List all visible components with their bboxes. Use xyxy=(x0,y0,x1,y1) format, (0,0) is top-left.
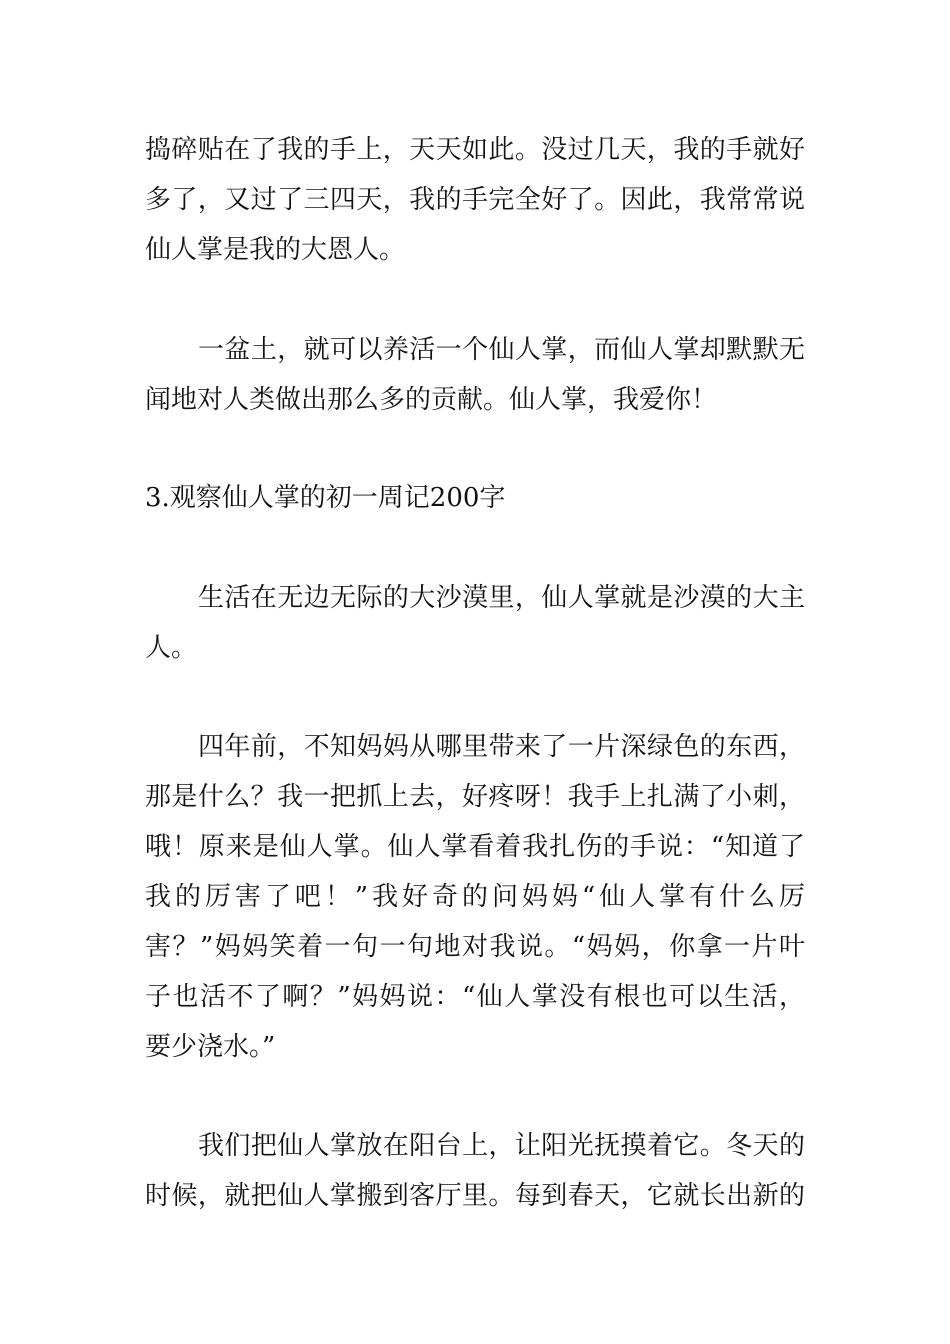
section-heading: 3.观察仙人掌的初一周记200字 xyxy=(145,483,506,513)
paragraph-2-line-2: 闻地对人类做出那么多的贡献。仙人掌，我爱你！ xyxy=(145,385,718,415)
paragraph-2-line-1: 一盆土，就可以养活一个仙人掌，而仙人掌却默默无 xyxy=(198,335,805,365)
paragraph-4-line-1: 四年前，不知妈妈从哪里带来了一片深绿色的东西， xyxy=(198,732,805,762)
paragraph-4-line-2: 那是什么？我一把抓上去，好疼呀！我手上扎满了小刺， xyxy=(145,782,805,812)
paragraph-4-line-5: 害？”妈妈笑着一句一句地对我说。“妈妈，你拿一片叶 xyxy=(145,932,805,962)
paragraph-5-line-2: 时候，就把仙人掌搬到客厅里。每到春天，它就长出新的 xyxy=(145,1181,805,1211)
paragraph-5-line-1: 我们把仙人掌放在阳台上，让阳光抚摸着它。冬天的 xyxy=(198,1131,805,1161)
paragraph-1-line-2: 多了，又过了三四天，我的手完全好了。因此，我常常说 xyxy=(145,185,805,215)
paragraph-1-line-1: 捣碎贴在了我的手上，天天如此。没过几天，我的手就好 xyxy=(145,135,805,165)
paragraph-4-line-3: 哦！原来是仙人掌。仙人掌看着我扎伤的手说：“知道了 xyxy=(145,832,805,862)
paragraph-3-line-1: 生活在无边无际的大沙漠里，仙人掌就是沙漠的大主 xyxy=(198,583,805,613)
paragraph-4-line-4: 我的厉害了吧！”我好奇的问妈妈“仙人掌有什么厉 xyxy=(145,882,805,912)
paragraph-4-line-7: 要少浇水。” xyxy=(145,1032,276,1062)
paragraph-4-line-6: 子也活不了啊？”妈妈说：“仙人掌没有根也可以生活， xyxy=(145,982,805,1012)
paragraph-1-line-3: 仙人掌是我的大恩人。 xyxy=(145,235,406,265)
paragraph-3-line-2: 人。 xyxy=(145,633,198,663)
